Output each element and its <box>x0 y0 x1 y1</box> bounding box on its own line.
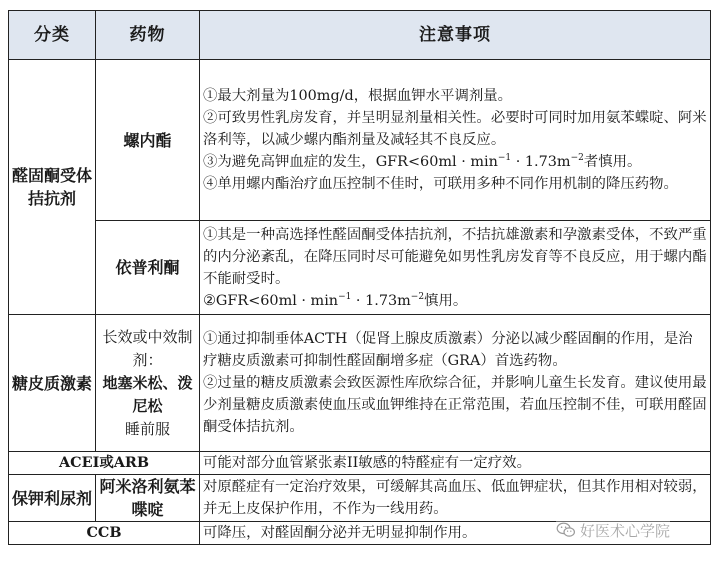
category-potassium-sparing: 保钾利尿剂 <box>9 475 96 522</box>
header-notes: 注意事项 <box>200 11 711 60</box>
note-item: ①最大剂量为100mg/d，根据血钾水平调剂量。 <box>203 88 513 104</box>
category-ccb: CCB <box>9 522 200 545</box>
category-glucocorticoid: 糖皮质激素 <box>9 315 96 452</box>
drug-names: 地塞米松、泼尼松 <box>102 373 193 415</box>
watermark-text: 好医术心学院 <box>580 521 671 540</box>
note-item: ④单用螺内酯治疗血压控制不佳时，可联用多种不同作用机制的降压药物。 <box>203 176 678 192</box>
drug-formulation: 长效或中效制剂： <box>102 327 193 369</box>
category-acei-arb: ACEI或ARB <box>9 452 200 475</box>
note-item: ①其是一种高选择性醛固酮受体拮抗剂，不拮抗雄激素和孕激素受体，不致严重的内分泌紊乱，在降压同时尽可能避免如男性乳房发育等不良反应，用于螺内酯不能耐受时。 <box>203 226 707 287</box>
table-row-potassium-sparing <box>9 475 711 522</box>
watermark <box>556 519 670 541</box>
notes-spironolactone <box>200 60 711 221</box>
drug-timing: 睡前服 <box>124 419 170 438</box>
table-header-row <box>9 11 711 60</box>
note-item: ②过量的糖皮质激素会致医源性库欣综合征，并影响儿童生长发育。建议使用最少剂量糖皮质激素使血压或血钾维持在正常范围，若血压控制不佳，可联用醛固酮受体拮抗剂。 <box>203 375 707 435</box>
table-row-glucocorticoid <box>9 315 711 452</box>
table-row-spironolactone <box>9 60 711 221</box>
note-item: ①通过抑制垂体ACTH（促肾上腺皮质激素）分泌以减少醛固酮的作用，是治疗糖皮质激素可抑制性醛固酮增多症（GRA）首选药物。 <box>203 331 693 369</box>
header-category: 分类 <box>9 11 96 60</box>
wechat-icon <box>556 522 576 538</box>
drug-notes-table <box>8 10 711 545</box>
notes-eplerenone <box>200 221 711 315</box>
drug-amiloride-triamterene: 阿米洛利氨苯喋啶 <box>96 475 200 522</box>
table-row-eplerenone <box>9 221 711 315</box>
note-item: ③为避免高钾血症的发生，$GFR<60ml \cdot \min^{-1} \cdot 1.73m^{-2}$者慎用。 <box>203 153 642 170</box>
notes-ccb: 可降压，对醛固酮分泌并无明显抑制作用。 <box>200 522 711 545</box>
note-item: ②GFR<60ml · $\min^{-1} \cdot 1.73m^{-2}$慎用。 <box>203 291 468 309</box>
drug-eplerenone: 依普利酮 <box>96 221 200 315</box>
category-aldosterone-antagonist: 醛固酮受体拮抗剂 <box>9 60 96 315</box>
notes-acei: 可能对部分血管紧张素II敏感的特醛症有一定疗效。 <box>200 452 711 475</box>
note-item: ②可致男性乳房发育，并呈明显剂量相关性。必要时可同时加用氨苯蝶啶、阿米洛利等，以减少螺内酯剂量及减轻其不良反应。 <box>203 110 707 148</box>
notes-potassium-sparing: 对原醛症有一定治疗效果，可缓解其高血压、低血钾症状，但其作用相对较弱，并无上皮保护作用，不作为一线用药。 <box>200 475 711 522</box>
table-row-acei <box>9 452 711 475</box>
drug-glucocorticoid <box>96 315 200 452</box>
notes-glucocorticoid <box>200 315 711 452</box>
drug-spironolactone: 螺内酯 <box>96 60 200 221</box>
header-drug: 药物 <box>96 11 200 60</box>
